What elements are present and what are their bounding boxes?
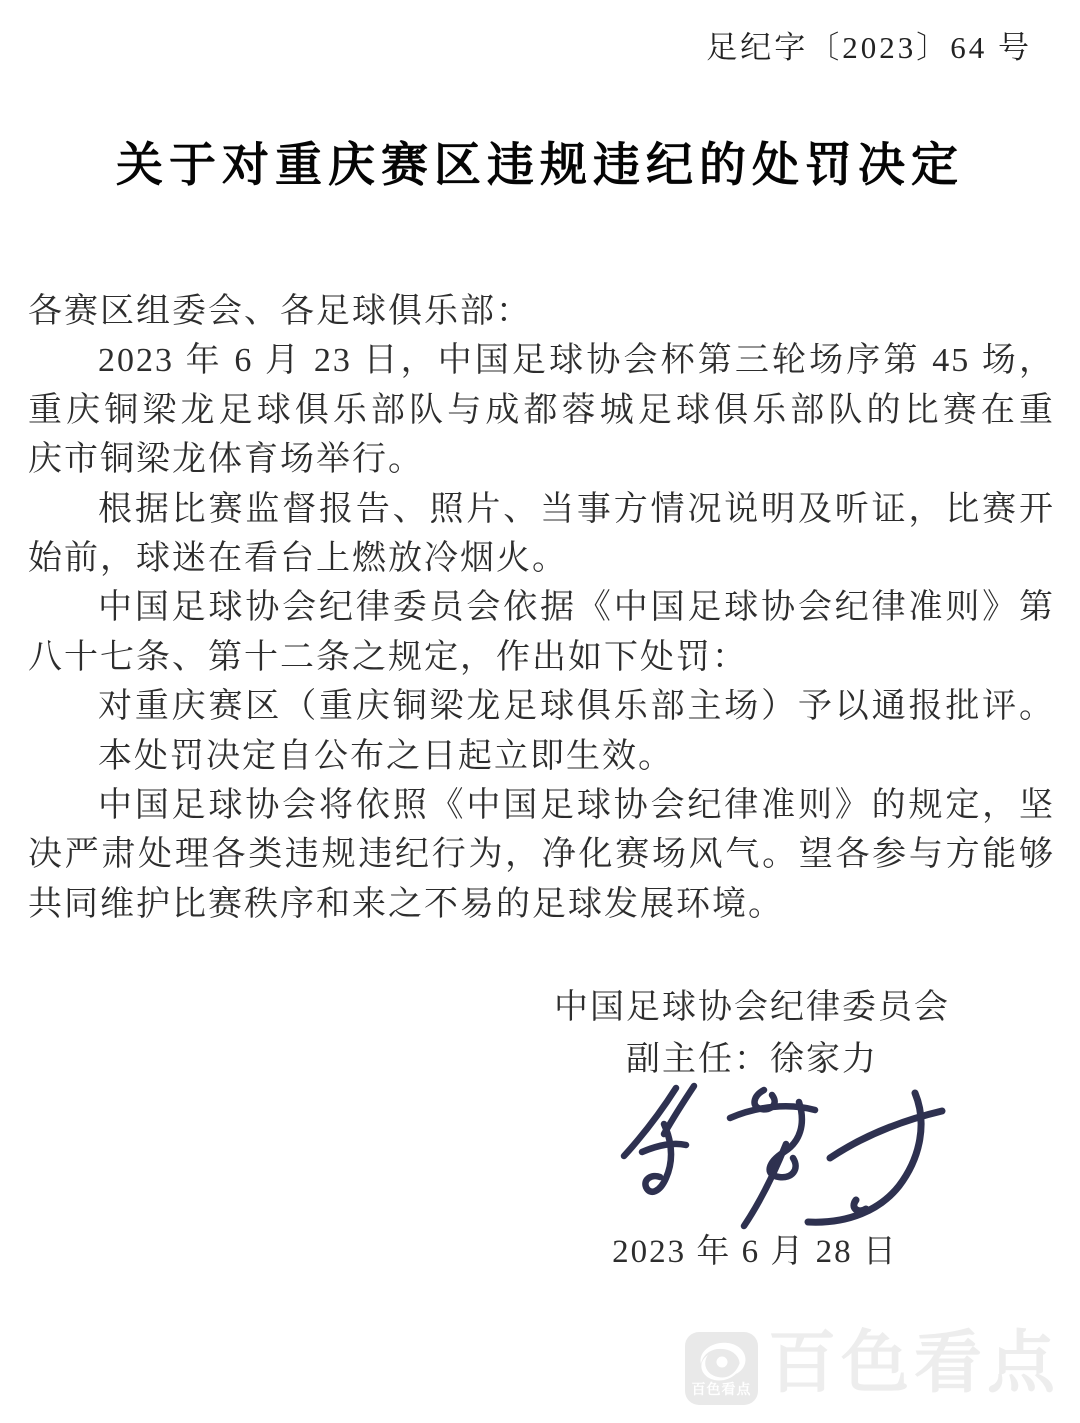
body-line: 2023 年 6 月 23 日，中国足球协会杯第三轮场序第 45 场，	[98, 342, 1055, 380]
signature-signer: 副主任：徐家力	[626, 1041, 878, 1078]
watermark-logo-text: 百色看点	[691, 1381, 752, 1397]
body-line: 中国足球协会将依照《中国足球协会纪律准则》的规定，坚	[98, 786, 1055, 824]
watermark	[685, 1327, 1060, 1405]
body-line: 始前，球迷在看台上燃放冷烟火。	[28, 539, 568, 577]
watermark-text: 百色看点	[768, 1325, 1061, 1401]
body-line: 决严肃处理各类违规违纪行为，净化赛场风气。望各参与方能够	[28, 836, 1055, 874]
body-line: 八十七条、第十二条之规定，作出如下处罚：	[28, 638, 748, 676]
doc-number: 足纪字〔2023〕64 号	[706, 30, 1032, 65]
body-line: 重庆铜梁龙足球俱乐部队与成都蓉城足球俱乐部队的比赛在重	[28, 391, 1055, 429]
body-line-salutation: 各赛区组委会、各足球俱乐部：	[28, 293, 532, 330]
body-line: 本处罚决定自公布之日起立即生效。	[98, 737, 674, 775]
page-title: 关于对重庆赛区违规违纪的处罚决定	[116, 140, 964, 192]
body-line: 根据比赛监督报告、照片、当事方情况说明及听证，比赛开	[98, 490, 1055, 528]
body-line: 对重庆赛区（重庆铜梁龙足球俱乐部主场）予以通报批评。	[98, 688, 1055, 726]
body-line: 中国足球协会纪律委员会依据《中国足球协会纪律准则》第	[98, 589, 1055, 627]
document-body	[28, 287, 1055, 929]
signature-org: 中国足球协会纪律委员会	[554, 989, 950, 1026]
body-line: 庆市铜梁龙体育场举行。	[28, 441, 424, 479]
document-date: 2023 年 6 月 28 日	[612, 1234, 898, 1270]
handwritten-signature-icon	[612, 1080, 947, 1232]
watermark-logo-icon	[685, 1332, 758, 1405]
body-line: 共同维护比赛秩序和来之不易的足球发展环境。	[28, 885, 784, 923]
signature-block	[540, 982, 964, 1086]
